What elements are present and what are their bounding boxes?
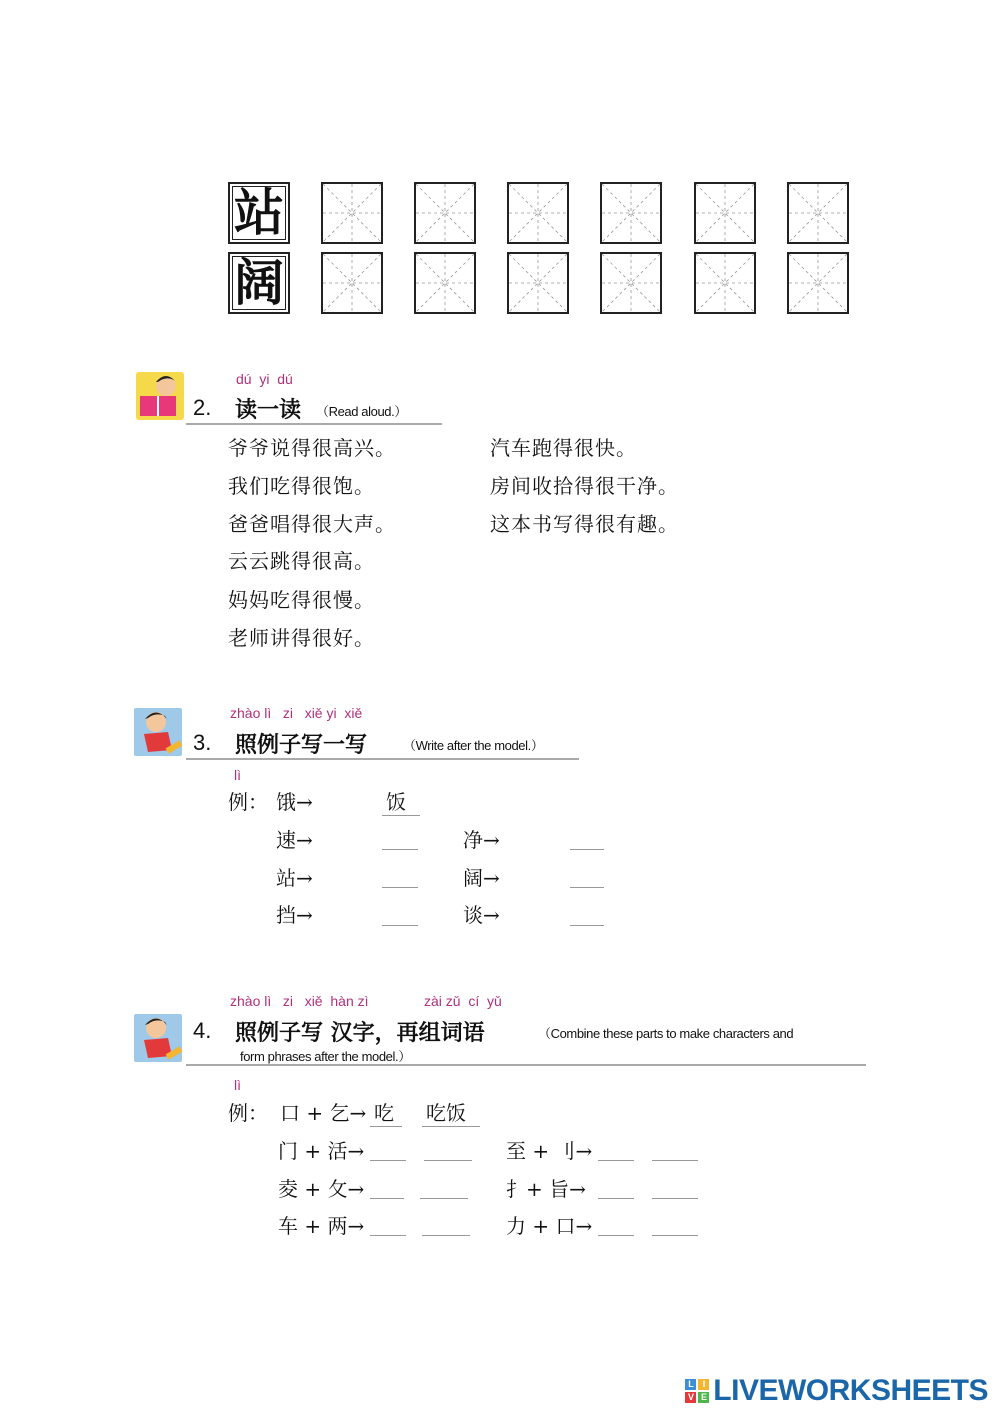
practice-square[interactable] bbox=[694, 252, 756, 314]
section4-divider bbox=[186, 1064, 866, 1066]
section4-english-2: form phrases after the model.） bbox=[240, 1049, 411, 1064]
sentence: 老师讲得很好。 bbox=[228, 626, 375, 650]
combine-prompt: 门 + 活→ bbox=[278, 1139, 365, 1163]
section4-pinyin: zhào lì zi xiě hàn zì bbox=[230, 993, 369, 1009]
exercise-prompt: 站→ bbox=[276, 866, 313, 890]
practice-square[interactable] bbox=[787, 252, 849, 314]
sentence: 云云跳得很高。 bbox=[228, 549, 375, 573]
section2-divider bbox=[186, 423, 442, 425]
badge-letter: I bbox=[698, 1379, 709, 1390]
answer-blank[interactable] bbox=[570, 830, 604, 850]
combine-prompt: 力 + 口→ bbox=[506, 1214, 593, 1238]
sentence: 汽车跑得很快。 bbox=[490, 436, 637, 460]
example-formula: 口 + 乞→ bbox=[280, 1101, 367, 1125]
character-blank[interactable] bbox=[370, 1216, 406, 1236]
exercise-prompt: 谈→ bbox=[463, 903, 500, 927]
example-pinyin: lì bbox=[234, 1077, 241, 1093]
character-blank[interactable] bbox=[598, 1216, 634, 1236]
section2-number: 2. bbox=[193, 395, 212, 420]
model-character: 站 bbox=[228, 182, 290, 244]
section3-divider bbox=[186, 758, 579, 760]
example-pinyin: lì bbox=[234, 767, 241, 783]
practice-square[interactable] bbox=[414, 182, 476, 244]
example-label: 例： bbox=[228, 1101, 268, 1125]
answer-blank[interactable] bbox=[570, 868, 604, 888]
sentence: 妈妈吃得很慢。 bbox=[228, 588, 375, 612]
practice-square[interactable] bbox=[414, 252, 476, 314]
answer-blank[interactable] bbox=[382, 830, 418, 850]
word-blank[interactable] bbox=[652, 1141, 698, 1161]
example-character: 吃 bbox=[370, 1097, 402, 1127]
section3-number: 3. bbox=[193, 730, 212, 755]
exercise-prompt: 速→ bbox=[276, 828, 313, 852]
practice-square[interactable] bbox=[507, 252, 569, 314]
practice-square[interactable] bbox=[321, 182, 383, 244]
section2-title: 读一读 bbox=[235, 397, 302, 423]
answer-blank[interactable] bbox=[382, 868, 418, 888]
section4-pinyin-2: zài zǔ cí yǔ bbox=[424, 993, 502, 1009]
combine-prompt: 车 + 两→ bbox=[278, 1214, 365, 1238]
section3-english: （Write after the model.） bbox=[403, 738, 544, 753]
practice-square[interactable] bbox=[694, 182, 756, 244]
practice-square[interactable] bbox=[507, 182, 569, 244]
sentence: 爸爸唱得很大声。 bbox=[228, 512, 396, 536]
liveworksheets-logo[interactable] bbox=[685, 1374, 988, 1408]
combine-prompt: 扌+ 旨→ bbox=[506, 1177, 586, 1201]
combine-prompt: 至 + 刂→ bbox=[506, 1139, 593, 1163]
character-blank[interactable] bbox=[598, 1141, 634, 1161]
character-blank[interactable] bbox=[370, 1179, 404, 1199]
word-blank[interactable] bbox=[424, 1141, 472, 1161]
example-word: 吃饭 bbox=[422, 1097, 480, 1127]
section2-pinyin: dú yi dú bbox=[236, 371, 293, 387]
writing-kid-icon bbox=[132, 706, 184, 758]
sentence: 房间收拾得很干净。 bbox=[490, 474, 679, 498]
example-answer: 饭 bbox=[382, 786, 420, 816]
brand-name: LIVEWORKSHEETS bbox=[713, 1374, 988, 1407]
answer-blank[interactable] bbox=[570, 906, 604, 926]
sentence: 我们吃得很饱。 bbox=[228, 474, 375, 498]
practice-square[interactable] bbox=[600, 252, 662, 314]
section2-english: （Read aloud.） bbox=[316, 404, 407, 419]
word-blank[interactable] bbox=[422, 1216, 470, 1236]
reading-kid-icon bbox=[134, 370, 186, 422]
section4-english-1: （Combine these parts to make characters and bbox=[538, 1026, 794, 1041]
sentence: 爷爷说得很高兴。 bbox=[228, 436, 396, 460]
model-character: 阔 bbox=[228, 252, 290, 314]
exercise-prompt: 挡→ bbox=[276, 903, 313, 927]
liveworksheets-badge-icon bbox=[685, 1379, 709, 1403]
combine-prompt: 夌 + 攵→ bbox=[278, 1177, 365, 1201]
exercise-prompt: 净→ bbox=[463, 828, 500, 852]
exercise-prompt: 阔→ bbox=[463, 866, 500, 890]
badge-letter: L bbox=[685, 1379, 696, 1390]
section4-number: 4. bbox=[193, 1018, 212, 1043]
section4-title: 照例子写 汉字，再组词语 bbox=[235, 1020, 485, 1046]
writing-kid-icon bbox=[132, 1012, 184, 1064]
section3-pinyin: zhào lì zi xiě yi xiě bbox=[230, 705, 363, 721]
sentence: 这本书写得很有趣。 bbox=[490, 512, 679, 536]
badge-letter: V bbox=[685, 1392, 696, 1403]
character-blank[interactable] bbox=[370, 1141, 406, 1161]
word-blank[interactable] bbox=[420, 1179, 468, 1199]
answer-blank[interactable] bbox=[382, 906, 418, 926]
word-blank[interactable] bbox=[652, 1216, 698, 1236]
badge-letter: E bbox=[698, 1392, 709, 1403]
practice-square[interactable] bbox=[600, 182, 662, 244]
example-prompt: 饿→ bbox=[276, 790, 313, 814]
example-label: 例： bbox=[228, 790, 268, 814]
character-blank[interactable] bbox=[598, 1179, 634, 1199]
word-blank[interactable] bbox=[652, 1179, 698, 1199]
section3-title: 照例子写一写 bbox=[235, 732, 368, 758]
practice-square[interactable] bbox=[321, 252, 383, 314]
practice-square[interactable] bbox=[787, 182, 849, 244]
